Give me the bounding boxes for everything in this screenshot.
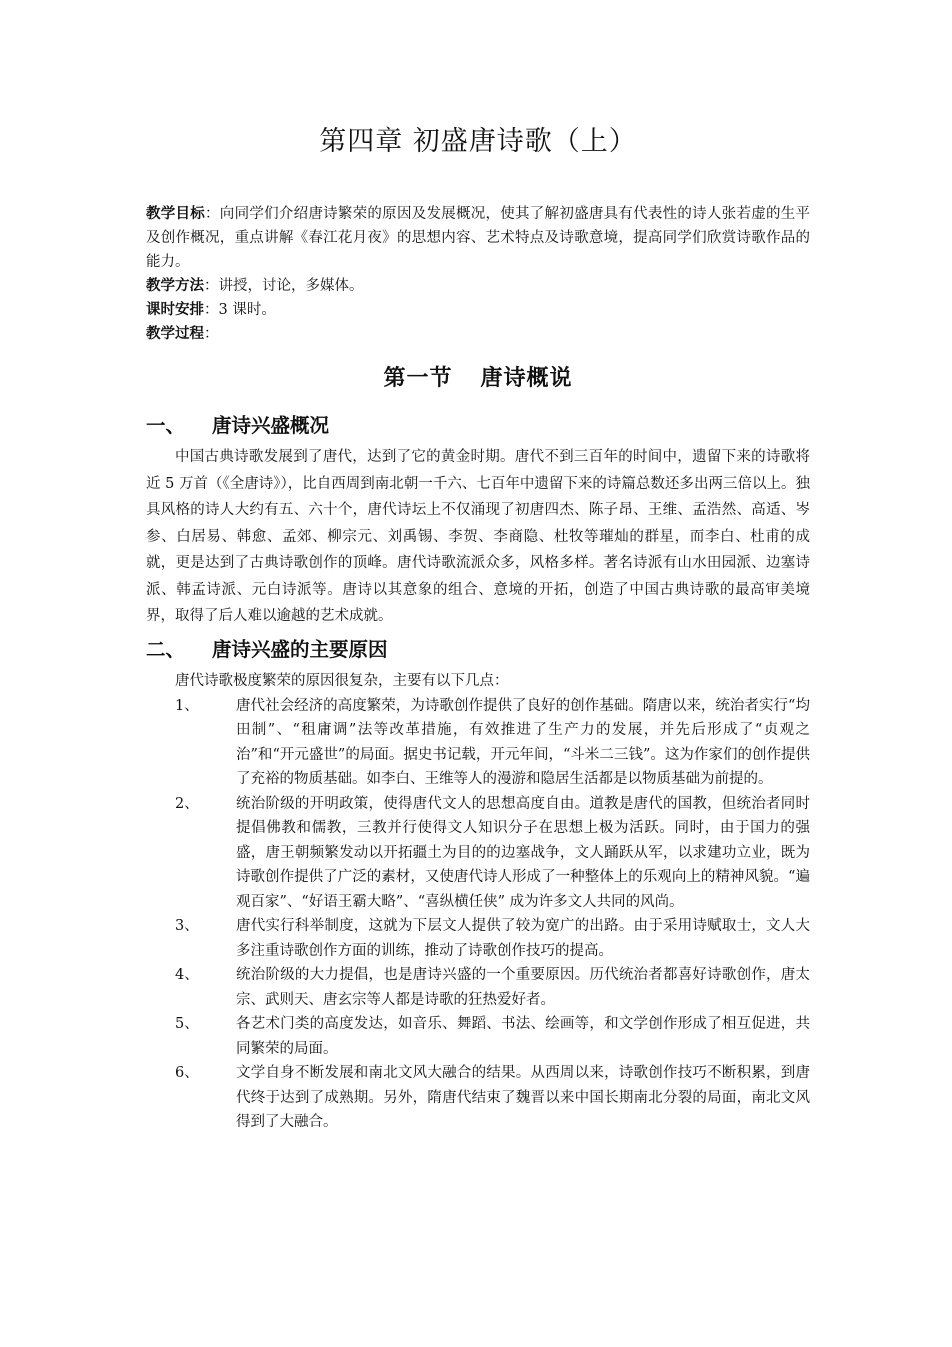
reasons-list <box>146 694 810 1135</box>
part2-heading <box>146 634 810 666</box>
part1-paragraph: 中国古典诗歌发展到了唐代，达到了它的黄金时期。唐代不到三百年的时间中，遗留下来的诗歌将近 5 万首（《全唐诗》），比自西周到南北朝一千六、七百年中遗留下来的诗篇总数还多出两三倍以上。独具风格的诗人大约有五、六十个，唐代诗坛上不仅涌现了初唐四杰、陈子昂、王维、孟浩然、高适、岑参、白居易、韩愈、孟郊、柳宗元、刘禹锡、李贺、李商隐、杜牧等璀灿的群星，而李白、杜甫的成就，更是达到了古典诗歌创作的顶峰。唐代诗歌流派众多，风格多样。著名诗派有山水田园派、边塞诗派、韩孟诗派、元白诗派等。唐诗以其意象的组合、意境的开拓，创造了中国古典诗歌的最高审美境界，取得了后人难以逾越的艺术成就。 <box>146 449 810 624</box>
list-item <box>146 792 810 915</box>
teaching-goal-label: 教学目标 <box>146 206 206 222</box>
list-item-index: 5、 <box>175 1016 199 1032</box>
list-item-index: 4、 <box>175 967 199 983</box>
list-item <box>146 1061 810 1135</box>
teaching-method-label: 教学方法 <box>146 278 204 294</box>
class-hours <box>146 298 810 322</box>
list-item-text: 文学自身不断发展和南北文风大融合的结果。从西周以来，诗歌创作技巧不断积累，到唐代终于达到了成熟期。另外，隋唐代结束了魏晋以来中国长期南北分裂的局面，南北文风得到了大融合。 <box>236 1065 810 1130</box>
section-label: 第一节 <box>383 366 453 391</box>
teaching-goal <box>146 202 810 274</box>
teaching-goal-text: ：向同学们介绍唐诗繁荣的原因及发展概况，使其了解初盛唐具有代表性的诗人张若虚的生平及创作概况，重点讲解《春江花月夜》的思想内容、艺术特点及诗歌意境，提高同学们欣赏诗歌作品的能力。 <box>146 206 810 270</box>
list-item-index: 2、 <box>175 795 199 812</box>
section-title <box>146 362 810 396</box>
list-item <box>146 914 810 963</box>
list-item <box>146 694 810 792</box>
list-item-index: 3、 <box>175 918 199 934</box>
part2-title: 唐诗兴盛的主要原因 <box>212 637 388 661</box>
list-item-index: 1、 <box>175 697 199 714</box>
document-page <box>146 122 810 1135</box>
teaching-process-label: 教学过程 <box>146 326 204 342</box>
list-item-text: 统治阶级的开明政策，使得唐代文人的思想高度自由。道教是唐代的国教，但统治者同时提倡佛教和儒教，三教并行使得文人知识分子在思想上极为活跃。同时，由于国力的强盛，唐王朝频繁发动以开拓疆土为目的的边塞战争，文人踊跃从军，以求建功立业，既为诗歌创作提供了广泛的素材，又使唐代诗人形成了一种整体上的乐观向上的精神风貌。“遍观百家”、“好语王霸大略”、“喜纵横任侠” 成为许多文人共同的风尚。 <box>236 795 810 910</box>
list-item <box>146 963 810 1012</box>
chapter-title: 第四章 初盛唐诗歌（上） <box>319 126 637 157</box>
list-item <box>146 1012 810 1061</box>
teaching-process-text: ： <box>204 326 219 342</box>
part1-title: 唐诗兴盛概况 <box>212 414 330 437</box>
section-heading: 唐诗概说 <box>480 366 573 391</box>
list-item-text: 唐代社会经济的高度繁荣，为诗歌创作提供了良好的创作基础。隋唐以来，统治者实行“均田制”、“租庸调”法等改革措施，有效推进了生产力的发展，并先后形成了“贞观之治”和“开元盛世”的局面。据史书记载，开元年间，“斗米二三钱”。这为作家们的创作提供了充裕的物质基础。如李白、王维等人的漫游和隐居生活都是以物质基础为前提的。 <box>236 697 810 787</box>
list-item-text: 统治阶级的大力提倡，也是唐诗兴盛的一个重要原因。历代统治者都喜好诗歌创作，唐太宗、武则天、唐玄宗等人都是诗歌的狂热爱好者。 <box>236 967 810 1008</box>
part1-number: 一、 <box>146 414 186 437</box>
part2-number: 二、 <box>146 637 186 661</box>
list-item-text: 唐代实行科举制度，这就为下层文人提供了较为宽广的出路。由于采用诗赋取士，文人大多注重诗歌创作方面的训练，推动了诗歌创作技巧的提高。 <box>236 918 810 959</box>
teaching-method-text: ：讲授，讨论，多媒体。 <box>204 278 364 294</box>
part2-intro: 唐代诗歌极度繁荣的原因很复杂，主要有以下几点： <box>175 672 509 689</box>
class-hours-text: ：3 课时。 <box>204 302 276 318</box>
list-item-index: 6、 <box>175 1065 199 1081</box>
list-item-text: 各艺术门类的高度发达，如音乐、舞蹈、书法、绘画等，和文学创作形成了相互促进，共同繁荣的局面。 <box>236 1016 810 1057</box>
part1-heading <box>146 410 810 442</box>
teaching-process <box>146 322 810 346</box>
teaching-method <box>146 274 810 298</box>
class-hours-label: 课时安排 <box>146 302 204 318</box>
